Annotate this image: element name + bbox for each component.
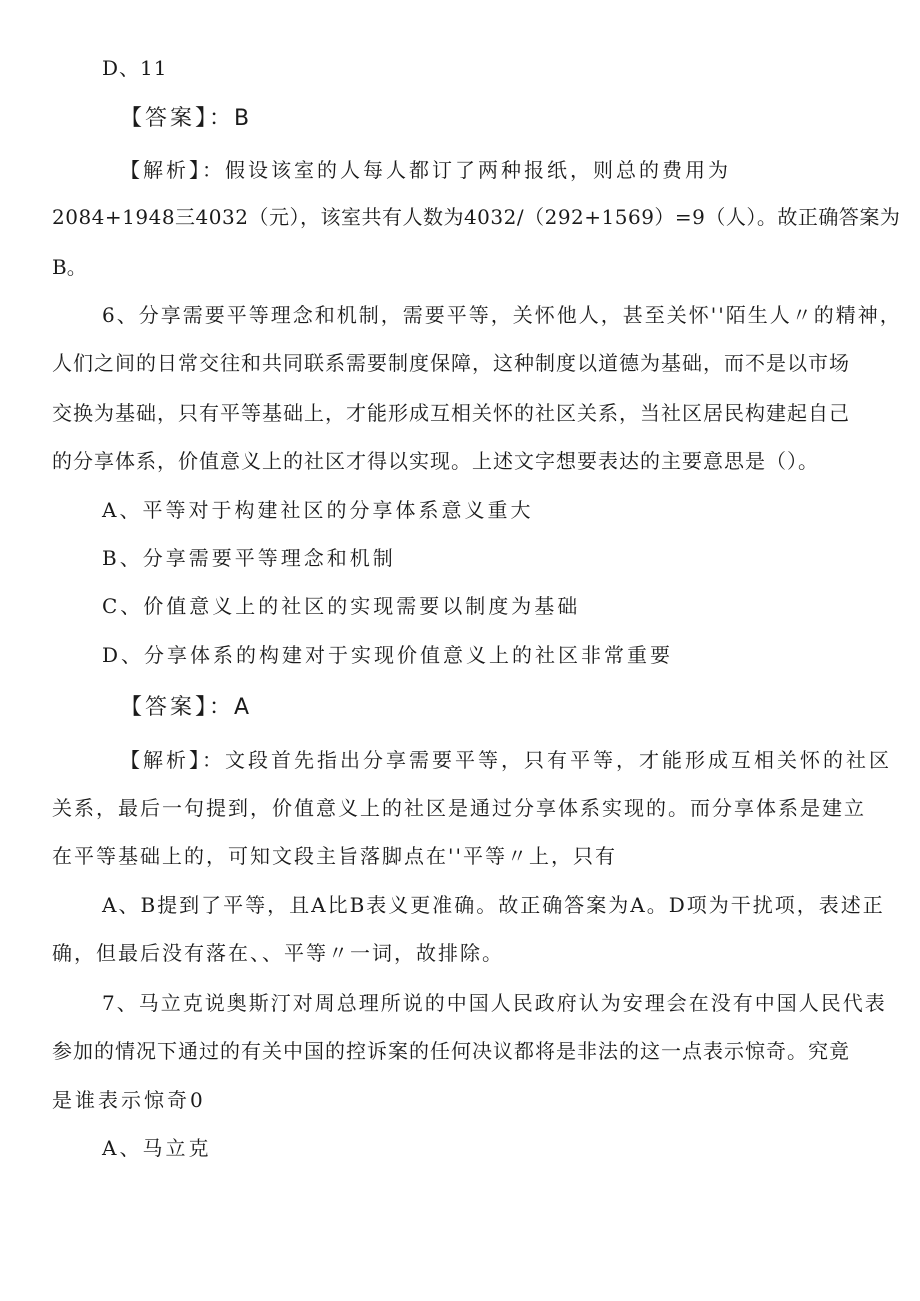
- q6-analysis-line-3: 在平等基础上的，可知文段主旨落脚点在''平等〃上，只有: [52, 844, 617, 868]
- q6-stem-line-2: 人们之间的日常交往和共同联系需要制度保障，这种制度以道德为基础，而不是以市场: [52, 351, 850, 375]
- q6-analysis-line-5: 确，但最后没有落在、、平等〃一词，故排除。: [52, 941, 504, 965]
- q5-analysis-line-2: 2084+1948三4032（元），该室共有人数为4032/（292+1569）=9（人）。故正确答案为: [52, 205, 901, 229]
- q6-stem-line-1: 6、分享需要平等理念和机制，需要平等，关怀他人，甚至关怀''陌生人〃的精神，: [102, 303, 902, 327]
- q6-analysis-line-1: 【解析】：文段首先指出分享需要平等，只有平等，才能形成互相关怀的社区: [120, 748, 892, 772]
- q7-stem-line-3: 是谁表示惊奇0: [52, 1088, 206, 1112]
- q6-analysis-line-2: 关系，最后一句提到，价值意义上的社区是通过分享体系实现的。而分享体系是建立: [52, 796, 866, 820]
- option-d-previous: D、11: [102, 56, 168, 80]
- q6-option-d: D、分享体系的构建对于实现价值意义上的社区非常重要: [102, 643, 674, 667]
- q5-answer: 【答案】：B: [120, 106, 253, 131]
- q5-analysis-line-3: B。: [52, 255, 87, 279]
- q7-stem-line-1: 7、马立克说奥斯汀对周总理所说的中国人民政府认为安理会在没有中国人民代表: [102, 991, 887, 1015]
- q6-option-c: C、价值意义上的社区的实现需要以制度为基础: [102, 594, 581, 618]
- q7-stem-line-2: 参加的情况下通过的有关中国的控诉案的任何决议都将是非法的这一点表示惊奇。究竟: [52, 1039, 850, 1063]
- q6-stem-line-3: 交换为基础，只有平等基础上，才能形成互相关怀的社区关系，当社区居民构建起自己: [52, 401, 850, 425]
- q6-stem-line-4: 的分享体系，价值意义上的社区才得以实现。上述文字想要表达的主要意思是（）。: [52, 449, 819, 473]
- q5-analysis-line-1: 【解析】：假设该室的人每人都订了两种报纸，则总的费用为: [120, 158, 731, 182]
- q6-answer: 【答案】：A: [120, 695, 253, 720]
- q6-option-a: A、平等对于构建社区的分享体系意义重大: [102, 498, 534, 522]
- q6-analysis-line-4: A、B提到了平等，且A比B表义更准确。故正确答案为A。D项为干扰项，表述正: [102, 893, 885, 917]
- q6-option-b: B、分享需要平等理念和机制: [102, 546, 396, 570]
- q7-option-a: A、马立克: [102, 1136, 212, 1160]
